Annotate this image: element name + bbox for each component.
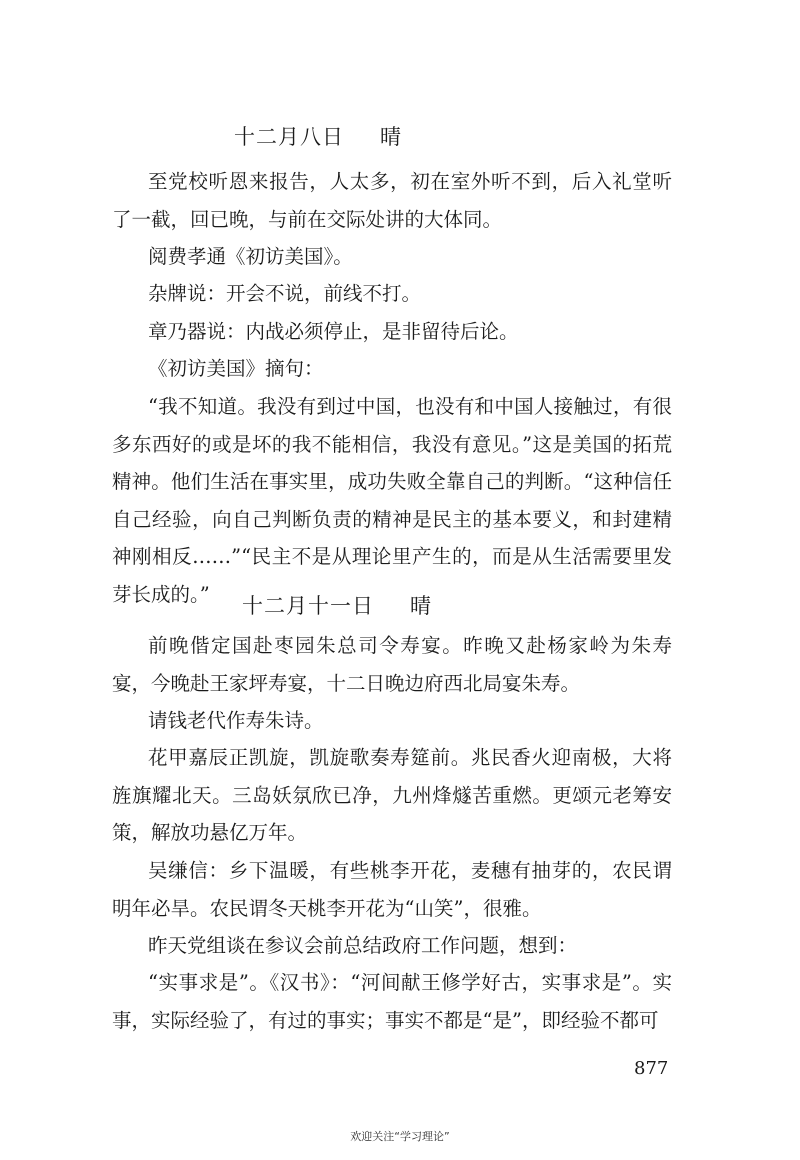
paragraph: “实事求是”。《汉书》：“河间献王修学好古，实事求是”。实事，实际经验了，有过的事实；事实不都是“是”，即经验不都可 [112,971,672,1032]
paragraph: 章乃器说：内战必须停止，是非留待后论。 [148,320,519,343]
entry-weather: 晴 [410,594,432,618]
paragraph: 吴缣信：乡下温暖，有些桃李开花，麦穗有抽芽的，农民谓明年必旱。农民谓冬天桃李开花为“山笑”，很雅。 [112,859,672,920]
quote-paragraph: “我不知道。我没有到过中国，也没有和中国人接触过，有很多东西好的或是坏的我不能相信，我没有意见。”这是美国的拓荒精神。他们生活在事实里，成功失败全靠自己的判断。“这种信任自己经验，向自己判断负责的精神是民主的基本要义，和封建精神刚相反……”“民主不是从理论里产生的，而是从生活需要里发芽长成的。” [112,395,672,606]
paragraph: 前晚偕定国赴枣园朱总司令寿宴。昨晚又赴杨家岭为朱寿宴，今晚赴王家坪寿宴，十二日晚边府西北局宴朱寿。 [112,634,672,695]
entry-heading-dec8 [234,121,402,151]
paragraph: 请钱老代作寿朱诗。 [148,709,324,732]
paragraph: 杂牌说：开会不说，前线不打。 [148,282,422,305]
poem-paragraph: 花甲嘉辰正凯旋，凯旋歌奏寿筵前。兆民香火迎南极，大将旌旗耀北天。三岛妖氛欣已净，九州烽燧苦重燃。更颂元老筹安策，解放功悬亿万年。 [112,746,672,844]
paragraph: 《初访美国》摘句： [148,357,324,380]
entry-date: 十二月八日 [234,125,344,149]
entry-weather: 晴 [380,125,402,149]
entry-date: 十二月十一日 [242,594,374,618]
paragraph: 昨天党组谈在参议会前总结政府工作问题，想到： [148,934,578,957]
paragraph: 阅费孝通《初访美国》。 [148,245,353,268]
footer-note: 欢迎关注“学习理论” [350,1130,450,1143]
page-number: 877 [634,1058,669,1079]
paragraph: 至党校听恩来报告，人太多，初在室外听不到，后入礼堂听了一截，回已晚，与前在交际处讲的大体同。 [112,170,672,231]
entry-heading-dec11 [242,590,432,620]
